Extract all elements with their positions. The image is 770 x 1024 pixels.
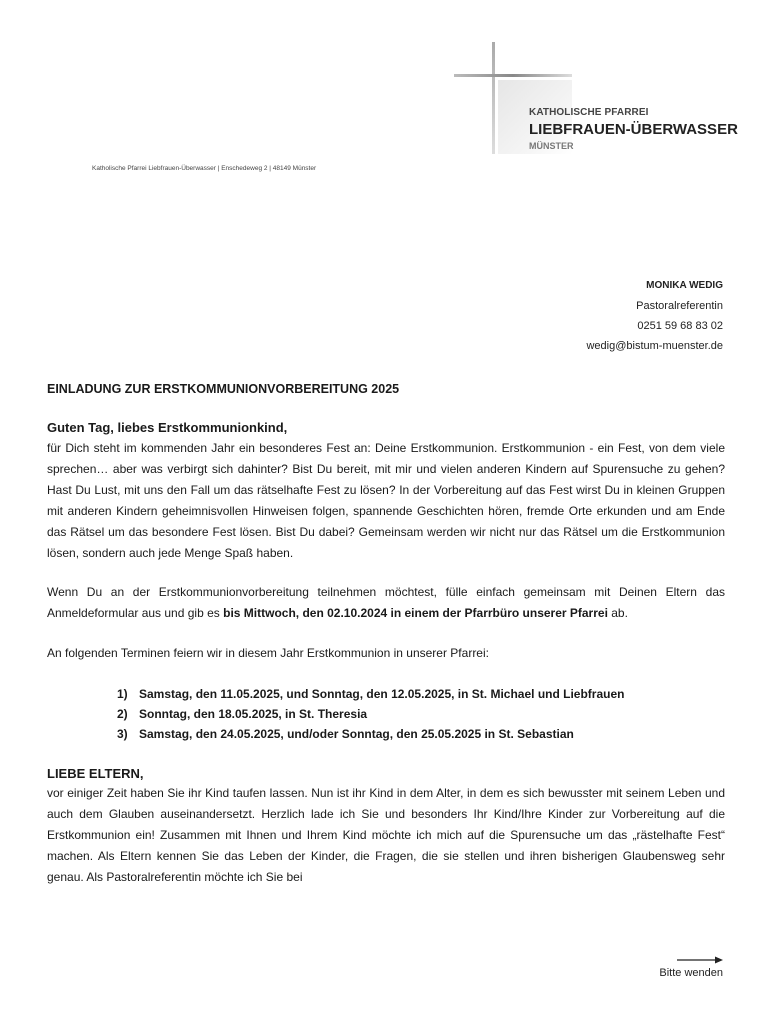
list-item-number: 2) <box>117 707 128 721</box>
paragraph-dates-intro: An folgenden Terminen feiern wir in diesem Jahr Erstkommunion in unserer Pfarrei: <box>47 646 489 660</box>
logo-line-1: KATHOLISCHE PFARREI <box>529 107 649 118</box>
list-item-number: 3) <box>117 727 128 741</box>
list-item-text: Samstag, den 24.05.2025, und/oder Sonntag, den 25.05.2025 in St. Sebastian <box>139 727 574 741</box>
logo-cross-vertical <box>492 42 495 154</box>
list-item <box>117 684 725 704</box>
contact-email: wedig@bistum-muenster.de <box>586 340 723 352</box>
list-item-text: Sonntag, den 18.05.2025, in St. Theresia <box>139 707 368 721</box>
registration-deadline: bis Mittwoch, den 02.10.2024 in einem der Pfarrbüro unserer Pfarrei <box>223 606 608 620</box>
list-item-text: Samstag, den 11.05.2025, und Sonntag, den 12.05.2025, in St. Michael und Liebfrauen <box>139 687 625 701</box>
sender-address-line: Katholische Pfarrei Liebfrauen-Überwasser | Enschedeweg 2 | 48149 Münster <box>92 165 317 172</box>
contact-phone: 0251 59 68 83 02 <box>637 320 723 332</box>
turn-label: Bitte wenden <box>659 967 723 979</box>
greeting-heading: Guten Tag, liebes Erstkommunionkind, <box>47 420 288 435</box>
contact-block <box>586 276 723 356</box>
list-item <box>117 704 725 724</box>
please-turn-over <box>659 955 723 979</box>
communion-dates-list <box>117 684 725 744</box>
contact-role: Pastoralreferentin <box>636 300 723 312</box>
logo-line-3: MÜNSTER <box>529 141 574 151</box>
registration-text-end: ab. <box>607 606 628 620</box>
paragraph-intro: für Dich steht im kommenden Jahr ein besonderes Fest an: Deine Erstkommunion. Erstkommunion - ein Fest, von dem viele sprechen… aber was verbirgt sich dahinter? Bist Du bereit, mit mir und vielen anderen Kindern auf Spurensuche zu gehen? Hast Du Lust, mit uns den Fall um das rätselhafte Fest zu lösen? In der Vorbereitung auf das Fest wirst Du in kleinen Gruppen mit anderen Kindern geheimnisvollen Hinweisen folgen, spannende Geschichten hören, fremde Orte erkunden und am Ende das Rätsel um das besondere Fest lösen. Bist Du dabei? Gemeinsam werden wir nicht nur das Rätsel um die Erstkommunion lösen, sondern auch jede Menge Spaß haben. <box>47 441 725 560</box>
parents-heading: LIEBE ELTERN, <box>47 766 144 781</box>
list-item-number: 1) <box>117 687 128 701</box>
list-item <box>117 724 725 744</box>
parish-logo <box>450 36 750 156</box>
registration-text-start: Wenn Du an der Erstkommunionvorbereitung teilnehmen möchtest, fülle einfach gemeinsam mit Deinen Eltern das Anmeldeformular aus und gib es <box>47 585 725 620</box>
paragraph-parents: vor einiger Zeit haben Sie ihr Kind taufen lassen. Nun ist ihr Kind in dem Alter, in dem es sich bewusster mit seinem Leben und auch dem Glauben auseinandersetzt. Herzlich lade ich Sie und besonders Ihr Kind/Ihre Kinder zur Vorbereitung auf die Erstkommunion ein! Zusammen mit Ihnen und Ihrem Kind möchte ich mich auf die Spurensuche um das „rästelhafte Fest“ machen. Als Eltern kennen Sie das Leben der Kinder, die Fragen, die sie stellen und ihren bisherigen Glaubensweg sehr genau. Als Pastoralreferentin möchte ich Sie bei <box>47 786 725 884</box>
letter-title: EINLADUNG ZUR ERSTKOMMUNIONVORBEREITUNG 2025 <box>47 382 400 396</box>
paragraph-registration <box>47 582 725 624</box>
letter-body <box>47 380 725 888</box>
logo-cross-horizontal <box>454 74 572 77</box>
logo-line-2: LIEBFRAUEN-ÜBERWASSER <box>529 121 738 138</box>
arrow-right-icon <box>677 955 723 965</box>
contact-name: MONIKA WEDIG <box>646 280 723 291</box>
